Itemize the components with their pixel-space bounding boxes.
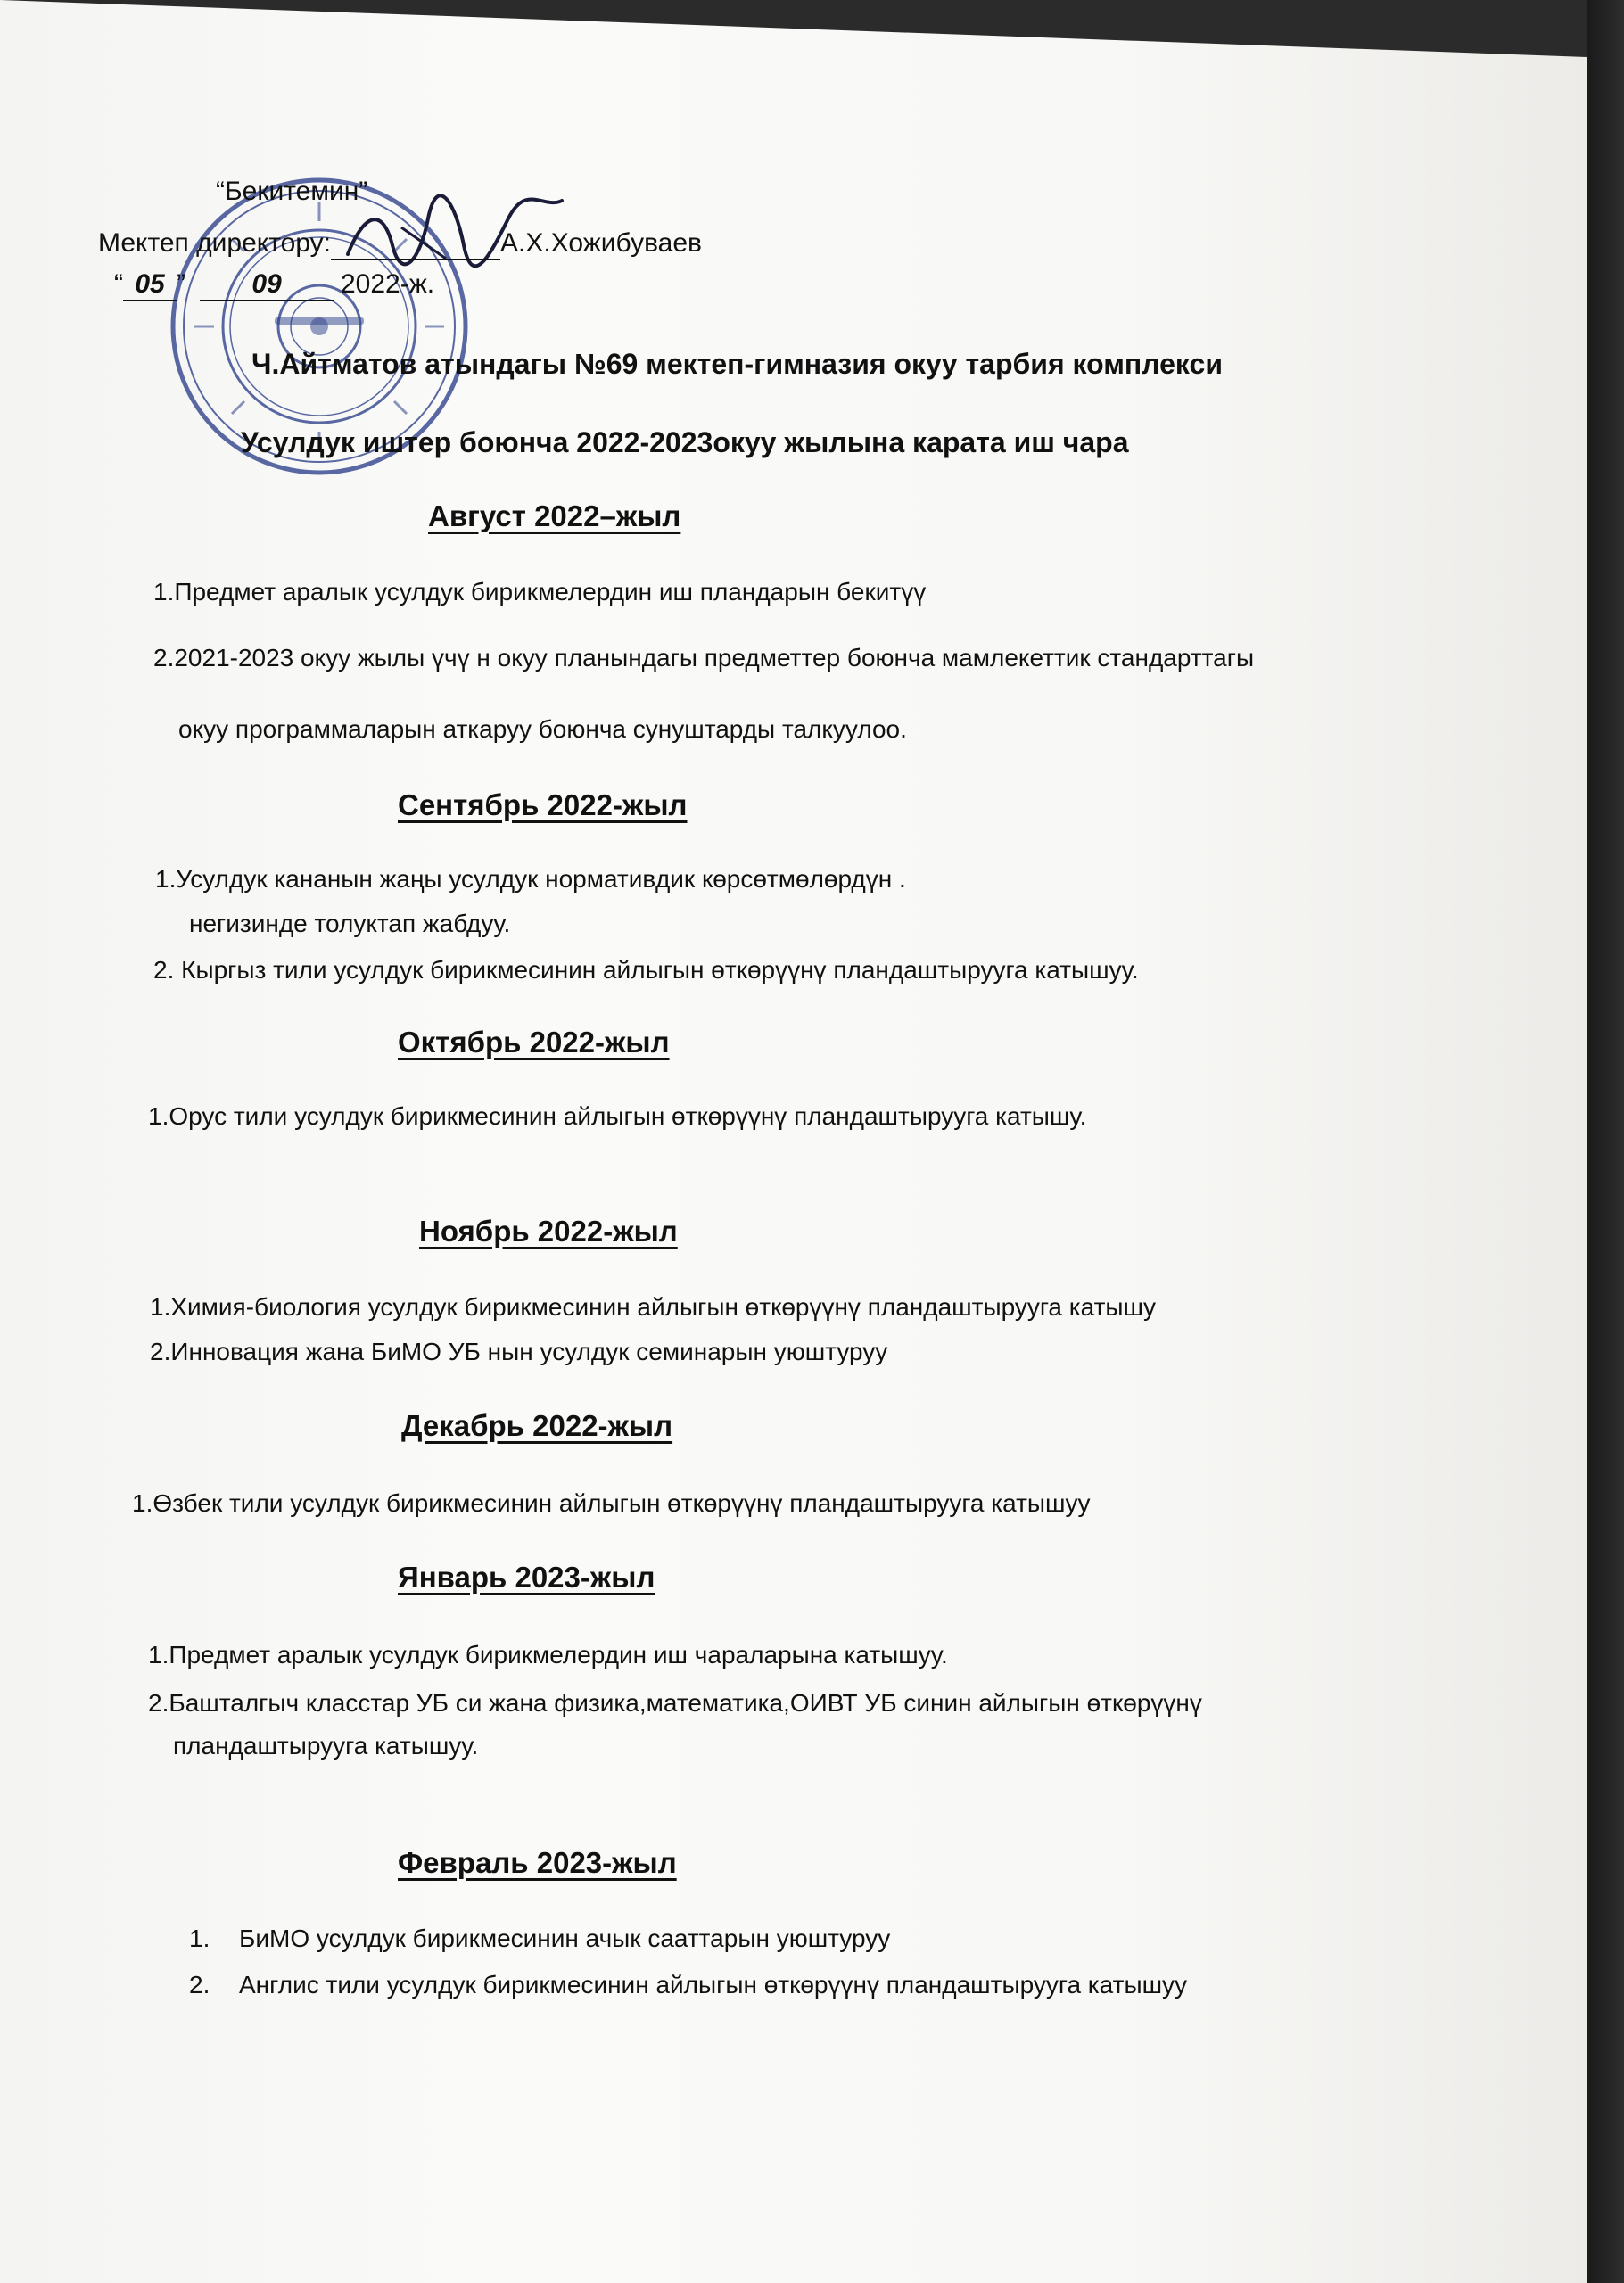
list-item: негизинде толуктап жабдуу. — [189, 910, 511, 937]
list-item: 1.Орус тили усулдук бирикмесинин айлыгын өткөрүүнү пландаштырууга катышу. — [148, 1102, 1087, 1130]
month-heading-january: Январь 2023-жыл — [398, 1561, 655, 1594]
list-item: 1.Өзбек тили усулдук бирикмесинин айлыгын өткөрүүнү пландаштырууга катышуу — [132, 1489, 1091, 1517]
month-heading-december: Декабрь 2022-жыл — [401, 1409, 673, 1442]
signature-field — [331, 228, 500, 260]
school-title: Ч.Айтматов атындагы №69 мектеп-гимназия окуу тарбия комплекси — [251, 348, 1223, 380]
date-month: 09 — [200, 269, 334, 301]
list-item — [189, 1924, 890, 1953]
date-day: 05 — [123, 269, 177, 301]
approval-heading: “Бекитемин” — [216, 177, 368, 206]
list-number: 1. — [189, 1924, 210, 1952]
list-item — [189, 1971, 1187, 1999]
list-number: 2. — [189, 1971, 210, 1999]
month-heading-september: Сентябрь 2022-жыл — [398, 788, 688, 821]
date-year: 2022-ж. — [341, 269, 435, 299]
list-item: 1.Предмет аралык усулдук бирикмелердин иш пландарын бекитүү — [153, 578, 927, 606]
month-heading-november: Ноябрь 2022-жыл — [419, 1215, 678, 1248]
month-heading-august: Август 2022–жыл — [428, 499, 681, 532]
list-text: БиМО усулдук бирикмесинин ачык сааттарын уюштуруу — [239, 1924, 891, 1952]
director-prefix: Мектеп директору: — [98, 228, 332, 258]
director-name: А.Х.Хожибуваев — [500, 228, 702, 258]
list-item: 1.Усулдук кананын жаңы усулдук нормативдик көрсөтмөлөрдүн . — [155, 865, 906, 893]
approval-date: “ 05 ” 09 2022-ж. — [114, 269, 434, 301]
director-line — [98, 228, 702, 260]
page-edge-shadow — [1587, 0, 1624, 2283]
list-item: 1.Предмет аралык усулдук бирикмелердин иш чараларына катышуу. — [148, 1641, 948, 1669]
list-item: 2. Кыргыз тили усулдук бирикмесинин айлыгын өткөрүүнү пландаштырууга катышуу. — [153, 956, 1139, 984]
list-item: 2.Башталгыч класстар УБ си жана физика,математика,ОИВТ УБ синин айлыгын өткөрүүнү — [148, 1689, 1202, 1717]
list-text: Англис тили усулдук бирикмесинин айлыгын өткөрүүнү пландаштырууга катышуу — [239, 1971, 1188, 1999]
list-item: окуу программаларын аткаруу боюнча сунуштарды талкуулоо. — [178, 715, 907, 743]
list-item: 2.2021-2023 окуу жылы үчү н окуу планындагы предметтер боюнча мамлекеттик стандарттагы — [153, 644, 1255, 672]
list-item: 2.Инновация жана БиМО УБ нын усулдук семинарын уюштуруу — [150, 1338, 888, 1365]
plan-title: Усулдук иштер боюнча 2022-2023окуу жылына карата иш чара — [241, 426, 1129, 458]
list-item: пландаштырууга катышуу. — [173, 1732, 479, 1760]
list-item: 1.Химия-биология усулдук бирикмесинин айлыгын өткөрүүнү пландаштырууга катышу — [150, 1293, 1157, 1321]
month-heading-october: Октябрь 2022-жыл — [398, 1026, 670, 1059]
month-heading-february: Февраль 2023-жыл — [398, 1846, 677, 1879]
